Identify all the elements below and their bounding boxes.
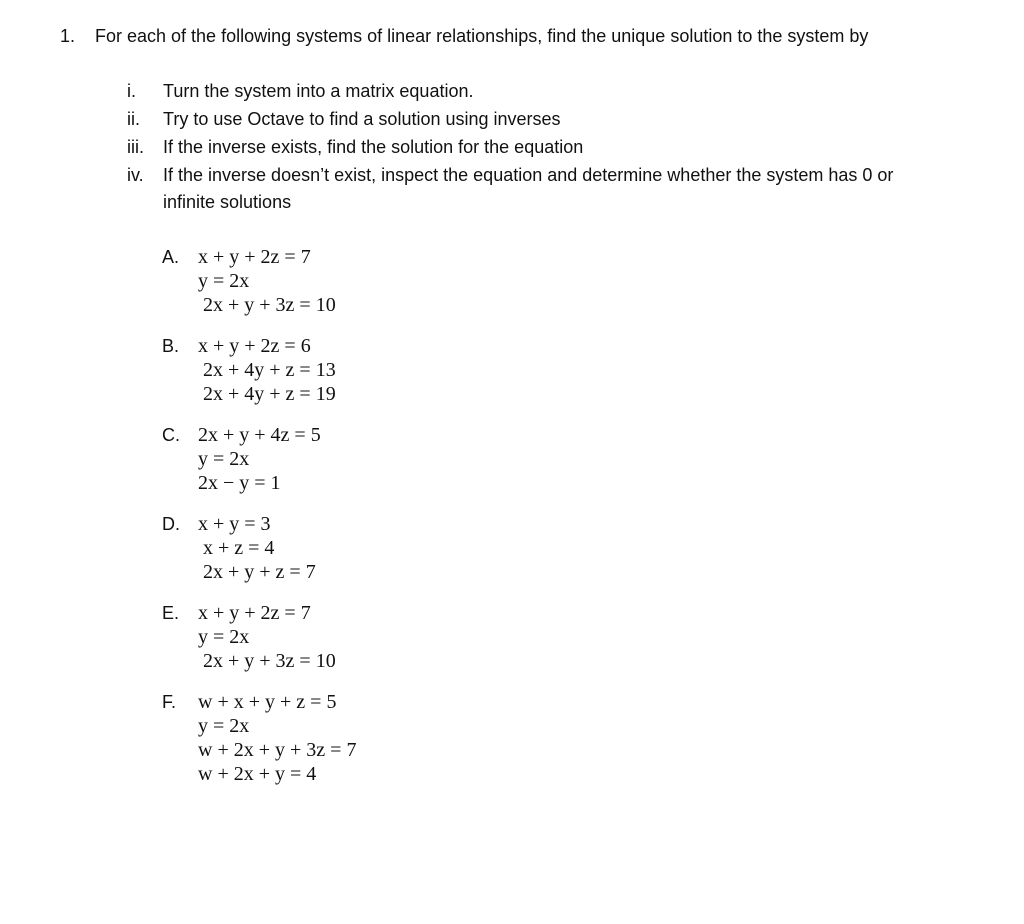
step-text: Try to use Octave to find a solution using inverses [163,109,561,129]
equation-list [198,423,321,495]
question-text: For each of the following systems of linear relationships, find the unique solution to the system by [95,26,869,46]
equation: 2x − y = 1 [198,472,281,494]
equation-list [198,601,336,673]
equation-list [198,245,336,317]
equation: 2x + y + 3z = 10 [203,650,336,672]
equation: y = 2x [198,270,250,292]
equation-list [198,690,356,786]
step-marker: iii. [127,137,144,157]
equation: w + 2x + y = 4 [198,763,317,785]
equation: 2x + y + z = 7 [203,561,316,583]
step-marker: ii. [127,109,140,129]
step-item [127,134,947,161]
question-number: 1. [60,26,76,46]
equation: w + x + y + z = 5 [198,691,337,713]
system-label: C. [162,425,180,445]
step-text: If the inverse exists, find the solution for the equation [163,137,584,157]
instruction-steps [127,78,947,217]
equation-list [198,334,336,406]
equation: 2x + y + 4z = 5 [198,424,321,446]
equation: y = 2x [198,448,250,470]
equation: x + z = 4 [203,537,275,559]
equation: x + y + 2z = 6 [198,335,311,357]
equation: y = 2x [198,626,250,648]
equation: w + 2x + y + 3z = 7 [198,739,357,761]
equation: 2x + 4y + z = 13 [203,359,336,381]
system-label: D. [162,514,180,534]
equation: 2x + 4y + z = 19 [203,383,336,405]
equation: x + y + 2z = 7 [198,246,311,268]
step-item [127,106,947,133]
step-marker: iv. [127,165,144,185]
equation: x + y + 2z = 7 [198,602,311,624]
system-label: A. [162,247,180,267]
equation: 2x + y + 3z = 10 [203,294,336,316]
equation: y = 2x [198,715,250,737]
step-marker: i. [127,81,136,101]
system-label: F. [162,692,177,712]
equation: x + y = 3 [198,513,271,535]
step-item [127,78,947,105]
step-text: If the inverse doesn’t exist, inspect the equation and determine whether the system has 0 or infinite solutions [163,165,894,212]
equation-list [198,512,316,584]
step-text: Turn the system into a matrix equation. [163,81,474,101]
system-label: B. [162,336,180,356]
system-label: E. [162,603,180,623]
step-item [127,162,947,216]
